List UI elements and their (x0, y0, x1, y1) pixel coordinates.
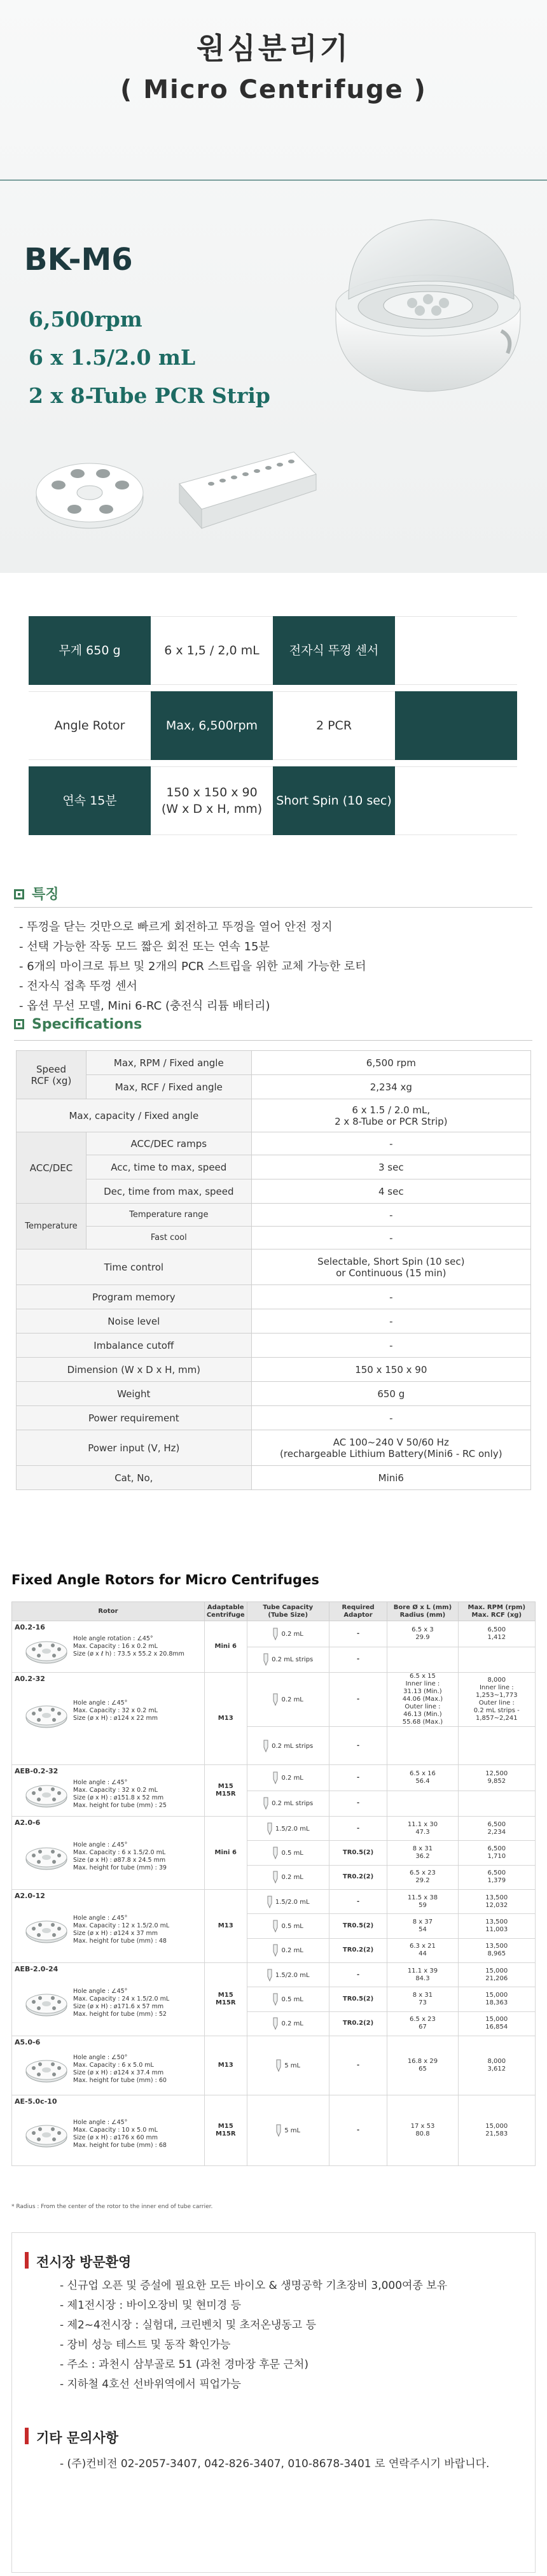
spec-value: 6 x 1.5 / 2.0 mL, 2 x 8-Tube or PCR Strip) (251, 1099, 530, 1132)
adaptable-centrifuge: M15 M15R (204, 2095, 247, 2166)
rotor-specs: Hole angle : ∠45° Max. Capacity : 6 x 1.5/2.0 mL Size (ø x H) : ø87.8 x 24.5 mm Max. height for tube (mm) : 39 (73, 1841, 167, 1871)
rotor-specs: Hole angle : ∠45° Max. Capacity : 24 x 1.5/2.0 mL Size (ø x H) : ø171.6 x 57 mm Max. height for tube (mm) : 52 (73, 1988, 170, 2018)
grid-cell-short-spin: Short Spin (10 sec) (273, 766, 395, 835)
max-rpm-rcf: 15,000 21,583 (458, 2095, 535, 2166)
specifications-heading-text: Specifications (32, 1017, 142, 1032)
spec-highlight-grid (29, 616, 517, 841)
pcr-rack-product-image (167, 439, 322, 541)
grid-cell-angle-rotor: Angle Rotor (29, 691, 151, 760)
tube-icon (263, 1797, 269, 1810)
spec-label: Temperature range (86, 1204, 251, 1227)
rotor-thumbnail-icon (25, 1844, 68, 1871)
list-item: - 제2~4전시장 : 실험대, 크린벤치 및 초저온냉동고 등 (60, 2319, 316, 2332)
rotor-cell (12, 1673, 205, 1765)
tube-icon (272, 1993, 279, 2006)
red-accent-bar (25, 2428, 29, 2444)
bore-radius: 11.1 x 39 84.3 (387, 1963, 458, 1987)
bore-radius: 16.8 x 29 65 (387, 2036, 458, 2095)
bore-radius: 8 x 31 36.2 (387, 1841, 458, 1865)
table-row (12, 1673, 536, 1727)
spec-value: 150 x 150 x 90 (251, 1358, 530, 1382)
max-rpm-rcf: 13,500 12,032 (458, 1890, 535, 1914)
required-adaptor: - (329, 1817, 387, 1841)
rotor-thumbnail-icon (25, 1702, 68, 1729)
tube-capacity (247, 2036, 329, 2095)
max-rpm-rcf: 13,500 11,003 (458, 1914, 535, 1938)
column-header-max: Max. RPM (rpm) Max. RCF (xg) (458, 1602, 535, 1621)
tube-icon (267, 1969, 273, 1981)
inquiry-heading: 기타 문의사항 (36, 2430, 119, 2446)
rotor-name: A2.0-12 (15, 1892, 45, 1900)
spec-value: - (251, 1406, 530, 1430)
grid-cell-continuous: 연속 15분 (29, 766, 151, 835)
table-row (17, 1099, 531, 1132)
tube-capacity-text: 0.2 mL (281, 1630, 303, 1638)
specifications-heading (14, 1017, 142, 1032)
required-adaptor: - (329, 1890, 387, 1914)
required-adaptor: TR0.2(2) (329, 1865, 387, 1889)
tube-icon (272, 1693, 279, 1706)
centrifuge-product-image (310, 210, 546, 401)
grid-row-3 (29, 766, 517, 835)
rotor-name: A0.2-16 (15, 1623, 45, 1631)
rotor-name: A5.0-6 (15, 2038, 41, 2046)
max-rpm-rcf (458, 1647, 535, 1673)
spec-value: - (251, 1132, 530, 1155)
spec-value: - (251, 1227, 530, 1249)
page-title-korean: 원심분리기 (196, 31, 351, 66)
column-header-adaptor: Required Adaptor (329, 1602, 387, 1621)
tube-icon (275, 2059, 282, 2072)
bore-radius: 8 x 31 73 (387, 1987, 458, 2011)
grid-cell-capacity: 6 x 1,5 / 2,0 mL (151, 616, 273, 685)
table-row (12, 2095, 536, 2166)
rotor-name: AEB-2.0-24 (15, 1965, 59, 1973)
grid-cell-max-speed: Max, 6,500rpm (151, 691, 273, 760)
spec-value: 4 sec (251, 1179, 530, 1204)
spec-value: 3 sec (251, 1155, 530, 1179)
grid-cell-weight: 무게 650 g (29, 616, 151, 685)
tube-capacity-text: 5 mL (284, 2062, 301, 2069)
feature-capacity: 6 x 1.5/2.0 mL (29, 345, 196, 370)
tube-capacity-text: 0.2 mL (281, 1947, 303, 1955)
tube-capacity-text: 0.2 mL (281, 1874, 303, 1882)
table-row (12, 1765, 536, 1791)
required-adaptor: TR0.2(2) (329, 2011, 387, 2036)
required-adaptor: - (329, 2036, 387, 2095)
grid-row-1 (29, 616, 517, 685)
rotor-thumbnail-icon (25, 1917, 68, 1944)
spec-value: Selectable, Short Spin (10 sec) or Continuous (15 min) (251, 1249, 530, 1285)
rotor-name: AEB-0.2-32 (15, 1767, 59, 1775)
bore-radius (387, 1727, 458, 1765)
table-row (17, 1430, 531, 1466)
max-rpm-rcf: 15,000 18,363 (458, 1987, 535, 2011)
list-item: - 뚜껑을 닫는 것만으로 빠르게 회전하고 뚜껑을 열어 안전 정지 (19, 920, 333, 934)
bore-radius (387, 1647, 458, 1673)
rotor-cell (12, 1765, 205, 1817)
required-adaptor: TR0.5(2) (329, 1841, 387, 1865)
tube-icon (267, 1822, 273, 1835)
table-row (17, 1227, 531, 1249)
rotor-table-title: Fixed Angle Rotors for Micro Centrifuges (11, 1572, 319, 1587)
spec-label: Dec, time from max, speed (86, 1179, 251, 1204)
max-rpm-rcf (458, 1791, 535, 1817)
list-item: - 제1전시장 : 바이오장비 및 현미경 등 (60, 2299, 242, 2312)
adaptable-centrifuge: M13 (204, 1890, 247, 1963)
table-row (17, 1358, 531, 1382)
rotor-specs: Hole angle : ∠45° Max. Capacity : 10 x 5.0 mL Size (ø x H) : ø176 x 60 mm Max. height for tube (mm) : 68 (73, 2119, 167, 2149)
table-row (17, 1466, 531, 1490)
spec-value: 6,500 rpm (251, 1051, 530, 1075)
tube-capacity (247, 2095, 329, 2166)
grid-cell-empty (395, 766, 517, 835)
tube-icon (263, 1653, 269, 1666)
spec-label: Max, capacity / Fixed angle (17, 1099, 252, 1132)
tube-capacity (247, 1963, 329, 1987)
spec-label: Program memory (17, 1285, 252, 1309)
max-rpm-rcf: 12,500 9,852 (458, 1765, 535, 1791)
required-adaptor: TR0.5(2) (329, 1914, 387, 1938)
adaptable-centrifuge: Mini 6 (204, 1817, 247, 1890)
list-item: - 옵션 무선 모델, Mini 6-RC (충전식 리튬 배터리) (19, 999, 270, 1013)
adaptable-centrifuge: M13 (204, 2036, 247, 2095)
table-row (17, 1155, 531, 1179)
spec-value: - (251, 1285, 530, 1309)
required-adaptor: - (329, 1621, 387, 1647)
required-adaptor: TR0.5(2) (329, 1987, 387, 2011)
showroom-list (60, 2276, 447, 2395)
rotor-specs: Hole angle rotation : ∠45° Max. Capacity : 16 x 0.2 mL Size (ø x ℓ h) : 73.5 x 55.2 x 20.8mm (73, 1635, 184, 1658)
bore-radius (387, 1791, 458, 1817)
rotor-specs: Hole angle : ∠50° Max. Capacity : 6 x 5.0 mL Size (ø x H) : ø124 x 37.4 mm Max. height for tube (mm) : 60 (73, 2054, 167, 2084)
table-row (17, 1204, 531, 1227)
feature-speed: 6,500rpm (29, 307, 142, 332)
feature-pcr-strip: 2 x 8-Tube PCR Strip (29, 383, 270, 408)
spec-label: ACC/DEC ramps (86, 1132, 251, 1155)
tube-capacity (247, 1987, 329, 2011)
grid-row-2 (29, 691, 517, 760)
spec-label: Weight (17, 1382, 252, 1406)
table-row (17, 1075, 531, 1099)
tube-capacity (247, 2011, 329, 2036)
tube-capacity-text: 0.2 mL strips (272, 1656, 314, 1664)
tube-icon (272, 1920, 279, 1932)
table-row (17, 1334, 531, 1358)
tube-capacity (247, 1621, 329, 1647)
table-row (17, 1051, 531, 1075)
spec-label: Cat, No, (17, 1466, 252, 1490)
tube-capacity-text: 0.5 mL (281, 1922, 303, 1930)
tube-capacity (247, 1673, 329, 1727)
model-name: BK-M6 (24, 242, 133, 278)
inquiry-list (60, 2454, 489, 2474)
rotor-cell (12, 2036, 205, 2095)
bore-radius: 6.5 x 16 56.4 (387, 1765, 458, 1791)
required-adaptor: - (329, 1963, 387, 1987)
tube-icon (275, 2124, 282, 2137)
list-item: - 선택 가능한 작동 모드 짧은 회전 또는 연속 15분 (19, 940, 270, 954)
table-row (12, 1621, 536, 1647)
tube-capacity (247, 1817, 329, 1841)
spec-value: 650 g (251, 1382, 530, 1406)
spec-group-accdec: ACC/DEC (17, 1132, 87, 1204)
tube-icon (272, 1871, 279, 1883)
list-item: - 신규업 오픈 및 증설에 필요한 모든 바이오 & 생명공학 기초장비 3,000여종 보유 (60, 2279, 448, 2292)
rotor-name: A2.0-6 (15, 1819, 41, 1827)
column-header-tube: Tube Capacity (Tube Size) (247, 1602, 329, 1621)
spec-label: Max, RCF / Fixed angle (86, 1075, 251, 1099)
table-row (12, 1817, 536, 1841)
spec-group-speed: Speed RCF (xg) (17, 1051, 87, 1099)
spec-label: Acc, time to max, speed (86, 1155, 251, 1179)
column-header-rotor: Rotor (12, 1602, 205, 1621)
adaptable-centrifuge: M15 M15R (204, 1765, 247, 1817)
specifications-table (16, 1050, 531, 1490)
rotor-specs: Hole angle : ∠45° Max. Capacity : 12 x 1.5/2.0 mL Size (ø x H) : ø124 x 37 mm Max. height for tube (mm) : 48 (73, 1915, 170, 1945)
tube-capacity-text: 5 mL (284, 2127, 301, 2134)
rotor-specs: Hole angle : ∠45° Max. Capacity : 32 x 0.2 mL Size (ø x H) : ø124 x 22 mm (73, 1700, 158, 1722)
rotor-cell (12, 1890, 205, 1963)
max-rpm-rcf: 8,000 Inner line : 1,253~1,773 Outer line : 0.2 mL strips - 1,857~2,241 (458, 1673, 535, 1727)
bore-radius: 8 x 37 54 (387, 1914, 458, 1938)
spec-label: Time control (17, 1249, 252, 1285)
column-header-centrifuge: Adaptable Centrifuge (204, 1602, 247, 1621)
grid-cell-empty (395, 616, 517, 685)
tube-icon (272, 1944, 279, 1957)
tube-capacity-text: 0.2 mL strips (272, 1800, 314, 1808)
adaptable-centrifuge: M15 M15R (204, 1963, 247, 2036)
bore-radius: 6.3 x 21 44 (387, 1938, 458, 1962)
spec-label: Noise level (17, 1309, 252, 1334)
list-item: - (주)컨비전 02-2057-3407, 042-826-3407, 010-8678-3401 로 연락주시기 바랍니다. (60, 2458, 490, 2470)
spec-value: AC 100~240 V 50/60 Hz (rechargeable Lithium Battery(Mini6 - RC only) (251, 1430, 530, 1466)
tube-icon (267, 1896, 273, 1908)
max-rpm-rcf: 6,500 1,379 (458, 1865, 535, 1889)
bore-radius: 6.5 x 3 29.9 (387, 1621, 458, 1647)
table-row (17, 1406, 531, 1430)
adaptable-centrifuge: Mini 6 (204, 1621, 247, 1673)
grid-cell-dimension: 150 x 150 x 90 (W x D x H, mm) (151, 766, 273, 835)
spec-value: - (251, 1334, 530, 1358)
tube-icon (272, 1771, 279, 1784)
bore-radius: 6.5 x 23 67 (387, 2011, 458, 2036)
max-rpm-rcf: 15,000 16,854 (458, 2011, 535, 2036)
required-adaptor: - (329, 1727, 387, 1765)
table-row (17, 1382, 531, 1406)
spec-label: Max, RPM / Fixed angle (86, 1051, 251, 1075)
rotor-product-image (33, 446, 146, 535)
column-header-bore: Bore Ø x L (mm) Radius (mm) (387, 1602, 458, 1621)
list-item: - 장비 성능 테스트 및 동작 확인가능 (60, 2339, 231, 2351)
rotor-thumbnail-icon (25, 1638, 68, 1665)
specifications-divider (14, 1040, 532, 1041)
grid-cell-lid-sensor: 전자식 뚜껑 센서 (273, 616, 395, 685)
features-divider (14, 907, 532, 908)
spec-label: Power input (V, Hz) (17, 1430, 252, 1466)
max-rpm-rcf (458, 1727, 535, 1765)
tube-icon (263, 1740, 269, 1752)
tube-capacity (247, 1890, 329, 1914)
grid-cell-empty (395, 691, 517, 760)
table-row (17, 1309, 531, 1334)
rotor-footnote: * Radius : From the center of the rotor to the inner end of tube carrier. (11, 2204, 213, 2210)
tube-capacity-text: 0.5 mL (281, 1849, 303, 1857)
max-rpm-rcf: 15,000 21,206 (458, 1963, 535, 1987)
rotor-cell (12, 1963, 205, 2036)
bore-radius: 6.5 x 15 Inner line : 31.13 (Min.) 44.06 (Max.) Outer line : 46.13 (Min.) 55.68 (Max.) (387, 1673, 458, 1727)
required-adaptor: - (329, 1791, 387, 1817)
bore-radius: 11.5 x 38 59 (387, 1890, 458, 1914)
tube-icon (272, 2017, 279, 2030)
tube-capacity (247, 1727, 329, 1765)
spec-label: Imbalance cutoff (17, 1334, 252, 1358)
rotor-thumbnail-icon (25, 2057, 68, 2083)
tube-icon (272, 1847, 279, 1859)
table-row (17, 1179, 531, 1204)
rotor-thumbnail-icon (25, 1782, 68, 1808)
max-rpm-rcf: 13,500 8,965 (458, 1938, 535, 1962)
rotor-cell (12, 2095, 205, 2166)
tube-capacity (247, 1841, 329, 1865)
rotor-cell (12, 1817, 205, 1890)
spec-value: - (251, 1204, 530, 1227)
bore-radius: 6.5 x 23 29.2 (387, 1865, 458, 1889)
spec-label: Power requirement (17, 1406, 252, 1430)
tube-capacity (247, 1865, 329, 1889)
spec-value: 2,234 xg (251, 1075, 530, 1099)
page-title-english: ( Micro Centrifuge ) (120, 75, 427, 104)
rotor-table-body (12, 1621, 536, 2166)
spec-group-temperature: Temperature (17, 1204, 87, 1249)
tube-capacity-text: 0.2 mL (281, 1774, 303, 1782)
tube-capacity-text: 1.5/2.0 mL (275, 1971, 310, 1979)
spec-label: Fast cool (86, 1227, 251, 1249)
grid-cell-pcr: 2 PCR (273, 691, 395, 760)
rotor-cell (12, 1621, 205, 1673)
table-row (12, 1890, 536, 1914)
table-row (17, 1249, 531, 1285)
hero-section (0, 0, 547, 573)
table-row (12, 2036, 536, 2095)
spec-value: - (251, 1309, 530, 1334)
showroom-heading: 전시장 방문환영 (36, 2255, 132, 2270)
required-adaptor: - (329, 1765, 387, 1791)
list-item: - 전자식 접촉 뚜껑 센서 (19, 980, 137, 993)
list-item: - 6개의 마이크로 튜브 및 2개의 PCR 스트립을 위한 교체 가능한 로터 (19, 960, 366, 973)
tube-capacity (247, 1791, 329, 1817)
required-adaptor: - (329, 1647, 387, 1673)
required-adaptor: - (329, 1673, 387, 1727)
rotor-table (11, 1601, 536, 2166)
tube-capacity (247, 1914, 329, 1938)
required-adaptor: TR0.2(2) (329, 1938, 387, 1962)
square-bullet-icon (14, 889, 24, 899)
tube-capacity-text: 1.5/2.0 mL (275, 1898, 310, 1906)
rotor-name: A0.2-32 (15, 1675, 45, 1683)
adaptable-centrifuge: M13 (204, 1673, 247, 1765)
max-rpm-rcf: 6,500 1,412 (458, 1621, 535, 1647)
rotor-name: AE-5.0c-10 (15, 2097, 57, 2106)
tube-capacity-text: 1.5/2.0 mL (275, 1825, 310, 1833)
list-item: - 지하철 4호선 선바위역에서 픽업가능 (60, 2378, 241, 2391)
spec-value: Mini6 (251, 1466, 530, 1490)
list-item: - 주소 : 과천시 삼부골로 51 (과천 경마장 후문 근처) (60, 2358, 308, 2371)
tube-capacity (247, 1765, 329, 1791)
max-rpm-rcf: 6,500 2,234 (458, 1817, 535, 1841)
features-heading-text: 특징 (32, 887, 59, 903)
rotor-specs: Hole angle : ∠45° Max. Capacity : 32 x 0.2 mL Size (ø x H) : ø151.8 x 52 mm Max. height for tube (mm) : 25 (73, 1779, 167, 1809)
square-bullet-icon (14, 1019, 24, 1029)
tube-capacity-text: 0.2 mL (281, 1696, 303, 1703)
table-header-row (12, 1602, 536, 1621)
tube-capacity (247, 1647, 329, 1673)
tube-capacity-text: 0.2 mL strips (272, 1742, 314, 1750)
tube-capacity-text: 0.2 mL (281, 2020, 303, 2028)
features-list (19, 917, 528, 1016)
required-adaptor: - (329, 2095, 387, 2166)
table-row (17, 1285, 531, 1309)
contact-box (11, 2232, 536, 2573)
table-row (17, 1132, 531, 1155)
hero-divider (0, 179, 547, 181)
tube-capacity-text: 0.5 mL (281, 1995, 303, 2003)
rotor-thumbnail-icon (25, 2122, 68, 2148)
table-row (12, 1963, 536, 1987)
tube-capacity (247, 1938, 329, 1962)
spec-label: Dimension (W x D x H, mm) (17, 1358, 252, 1382)
red-accent-bar (25, 2252, 29, 2269)
max-rpm-rcf: 8,000 3,612 (458, 2036, 535, 2095)
bore-radius: 17 x 53 80.8 (387, 2095, 458, 2166)
tube-icon (272, 1628, 279, 1640)
rotor-thumbnail-icon (25, 1990, 68, 2017)
features-heading (14, 883, 59, 903)
bore-radius: 11.1 x 30 47.3 (387, 1817, 458, 1841)
max-rpm-rcf: 6,500 1,710 (458, 1841, 535, 1865)
